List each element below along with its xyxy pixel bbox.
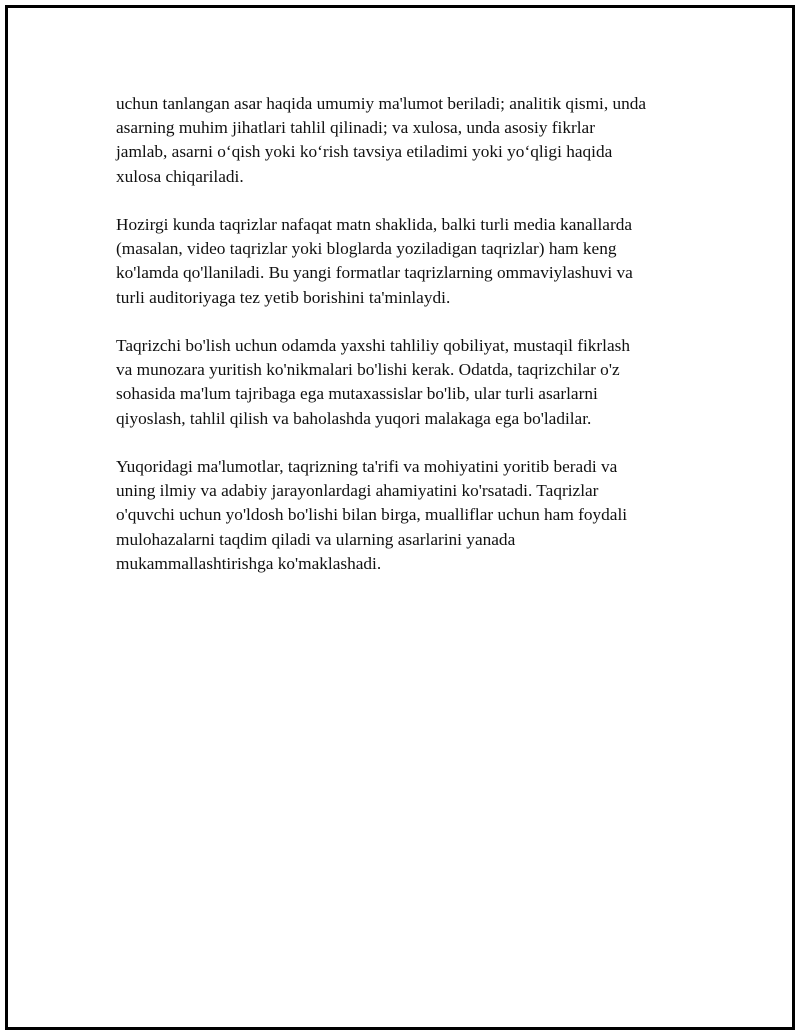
text-line: xulosa chiqariladi. — [116, 166, 244, 186]
text-line: sohasida ma'lum tajribaga ega mutaxassislar bo'lib, ular turli asarlarni — [116, 384, 598, 404]
text-line: o'quvchi uchun yo'ldosh bo'lishi bilan birga, mualliflar uchun ham foydali — [116, 505, 628, 525]
text-line: turli auditoriyaga tez yetib borishini ta'minlaydi. — [116, 287, 451, 307]
text-line: uning ilmiy va adabiy jarayonlardagi ahamiyatini ko'rsatadi. Taqrizlar — [116, 481, 599, 501]
text-line: va munozara yuritish ko'nikmalari bo'lishi kerak. Odatda, taqrizchilar o'z — [116, 360, 620, 380]
text-line: Hozirgi kunda taqrizlar nafaqat matn shaklida, balki turli media kanallarda — [116, 215, 633, 234]
paragraph-3 — [116, 334, 706, 431]
text-line: mulohazalarni taqdim qiladi va ularning asarlarini yanada — [116, 529, 516, 549]
text-line: ko'lamda qo'llaniladi. Bu yangi formatlar taqrizlarning ommaviylashuvi va — [116, 263, 633, 283]
text-line: asarning muhim jihatlari tahlil qilinadi; va xulosa, unda asosiy fikrlar — [116, 118, 595, 138]
text-line: jamlab, asarni o‘qish yoki ko‘rish tavsiya etiladimi yoki yo‘qligi haqida — [116, 142, 613, 162]
document-body — [116, 92, 706, 600]
text-line: (masalan, video taqrizlar yoki bloglarda yoziladigan taqrizlar) ham keng — [116, 239, 617, 259]
text-line: Yuqoridagi ma'lumotlar, taqrizning ta'rifi va mohiyatini yoritib beradi va — [116, 457, 618, 476]
paragraph-4 — [116, 455, 706, 576]
text-line: Taqrizchi bo'lish uchun odamda yaxshi tahliliy qobiliyat, mustaqil fikrlash — [116, 336, 631, 355]
paragraph-2 — [116, 213, 706, 310]
text-line: qiyoslash, tahlil qilish va baholashda yuqori malakaga ega bo'ladilar. — [116, 408, 592, 428]
paragraph-1 — [116, 92, 706, 189]
text-line: mukammallashtirishga ko'maklashadi. — [116, 553, 382, 573]
text-line: uchun tanlangan asar haqida umumiy ma'lumot beriladi; analitik qismi, unda — [116, 94, 647, 113]
